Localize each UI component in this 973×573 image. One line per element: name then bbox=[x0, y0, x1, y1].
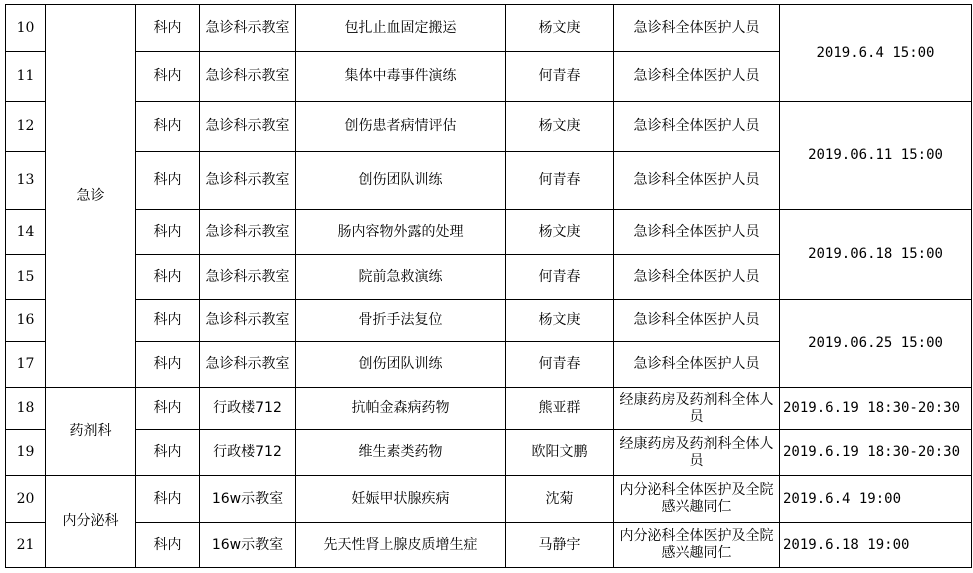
training-location: 急诊科示教室 bbox=[200, 5, 296, 52]
lecturer: 杨文庚 bbox=[506, 102, 614, 152]
training-topic: 肠内容物外露的处理 bbox=[296, 210, 506, 255]
row-number: 12 bbox=[6, 102, 46, 152]
audience: 急诊科全体医护人员 bbox=[614, 5, 780, 52]
audience: 经康药房及药剂科全体人员 bbox=[614, 388, 780, 430]
audience: 急诊科全体医护人员 bbox=[614, 342, 780, 388]
training-type: 科内 bbox=[136, 5, 200, 52]
audience: 内分泌科全体医护及全院感兴趣同仁 bbox=[614, 476, 780, 523]
lecturer: 杨文庚 bbox=[506, 300, 614, 342]
lecturer: 杨文庚 bbox=[506, 210, 614, 255]
training-topic: 妊娠甲状腺疾病 bbox=[296, 476, 506, 523]
training-topic: 先天性肾上腺皮质增生症 bbox=[296, 523, 506, 568]
training-location: 急诊科示教室 bbox=[200, 210, 296, 255]
training-topic: 集体中毒事件演练 bbox=[296, 52, 506, 102]
training-type: 科内 bbox=[136, 342, 200, 388]
training-location: 急诊科示教室 bbox=[200, 152, 296, 210]
training-time: 2019.6.4 15:00 bbox=[780, 5, 972, 102]
audience: 急诊科全体医护人员 bbox=[614, 102, 780, 152]
training-location: 行政楼712 bbox=[200, 388, 296, 430]
training-topic: 院前急救演练 bbox=[296, 255, 506, 300]
training-type: 科内 bbox=[136, 300, 200, 342]
lecturer: 何青春 bbox=[506, 152, 614, 210]
training-topic: 维生素类药物 bbox=[296, 430, 506, 476]
training-type: 科内 bbox=[136, 523, 200, 568]
training-topic: 包扎止血固定搬运 bbox=[296, 5, 506, 52]
training-type: 科内 bbox=[136, 388, 200, 430]
training-location: 急诊科示教室 bbox=[200, 102, 296, 152]
row-number: 14 bbox=[6, 210, 46, 255]
department-cell: 内分泌科 bbox=[46, 476, 136, 568]
training-type: 科内 bbox=[136, 430, 200, 476]
table-row bbox=[6, 523, 972, 568]
training-type: 科内 bbox=[136, 102, 200, 152]
training-type: 科内 bbox=[136, 210, 200, 255]
row-number: 10 bbox=[6, 5, 46, 52]
training-location: 急诊科示教室 bbox=[200, 342, 296, 388]
lecturer: 马静宇 bbox=[506, 523, 614, 568]
training-topic: 创伤患者病情评估 bbox=[296, 102, 506, 152]
training-topic: 抗帕金森病药物 bbox=[296, 388, 506, 430]
row-number: 18 bbox=[6, 388, 46, 430]
training-time: 2019.6.19 18:30-20:30 bbox=[780, 430, 972, 476]
lecturer: 杨文庚 bbox=[506, 5, 614, 52]
row-number: 11 bbox=[6, 52, 46, 102]
training-schedule-table bbox=[5, 4, 972, 568]
training-type: 科内 bbox=[136, 152, 200, 210]
training-topic: 创伤团队训练 bbox=[296, 152, 506, 210]
row-number: 17 bbox=[6, 342, 46, 388]
training-topic: 骨折手法复位 bbox=[296, 300, 506, 342]
row-number: 21 bbox=[6, 523, 46, 568]
training-location: 16w示教室 bbox=[200, 523, 296, 568]
audience: 内分泌科全体医护及全院感兴趣同仁 bbox=[614, 523, 780, 568]
lecturer: 何青春 bbox=[506, 342, 614, 388]
audience: 急诊科全体医护人员 bbox=[614, 152, 780, 210]
audience: 急诊科全体医护人员 bbox=[614, 300, 780, 342]
table-row bbox=[6, 102, 972, 152]
training-location: 急诊科示教室 bbox=[200, 300, 296, 342]
lecturer: 何青春 bbox=[506, 255, 614, 300]
table-row bbox=[6, 5, 972, 52]
audience: 急诊科全体医护人员 bbox=[614, 52, 780, 102]
training-type: 科内 bbox=[136, 52, 200, 102]
audience: 经康药房及药剂科全体人员 bbox=[614, 430, 780, 476]
department-cell: 急诊 bbox=[46, 5, 136, 388]
training-location: 16w示教室 bbox=[200, 476, 296, 523]
row-number: 13 bbox=[6, 152, 46, 210]
training-location: 急诊科示教室 bbox=[200, 255, 296, 300]
lecturer: 熊亚群 bbox=[506, 388, 614, 430]
training-type: 科内 bbox=[136, 476, 200, 523]
training-location: 行政楼712 bbox=[200, 430, 296, 476]
training-time: 2019.06.25 15:00 bbox=[780, 300, 972, 388]
training-type: 科内 bbox=[136, 255, 200, 300]
training-time: 2019.6.18 19:00 bbox=[780, 523, 972, 568]
row-number: 19 bbox=[6, 430, 46, 476]
lecturer: 欧阳文鹏 bbox=[506, 430, 614, 476]
audience: 急诊科全体医护人员 bbox=[614, 210, 780, 255]
training-location: 急诊科示教室 bbox=[200, 52, 296, 102]
table-row bbox=[6, 300, 972, 342]
table-row bbox=[6, 430, 972, 476]
audience: 急诊科全体医护人员 bbox=[614, 255, 780, 300]
lecturer: 何青春 bbox=[506, 52, 614, 102]
table-row bbox=[6, 476, 972, 523]
row-number: 15 bbox=[6, 255, 46, 300]
training-time: 2019.06.11 15:00 bbox=[780, 102, 972, 210]
table-row bbox=[6, 210, 972, 255]
row-number: 20 bbox=[6, 476, 46, 523]
training-topic: 创伤团队训练 bbox=[296, 342, 506, 388]
table-row bbox=[6, 388, 972, 430]
row-number: 16 bbox=[6, 300, 46, 342]
lecturer: 沈菊 bbox=[506, 476, 614, 523]
training-time: 2019.06.18 15:00 bbox=[780, 210, 972, 300]
department-cell: 药剂科 bbox=[46, 388, 136, 476]
training-time: 2019.6.19 18:30-20:30 bbox=[780, 388, 972, 430]
training-time: 2019.6.4 19:00 bbox=[780, 476, 972, 523]
